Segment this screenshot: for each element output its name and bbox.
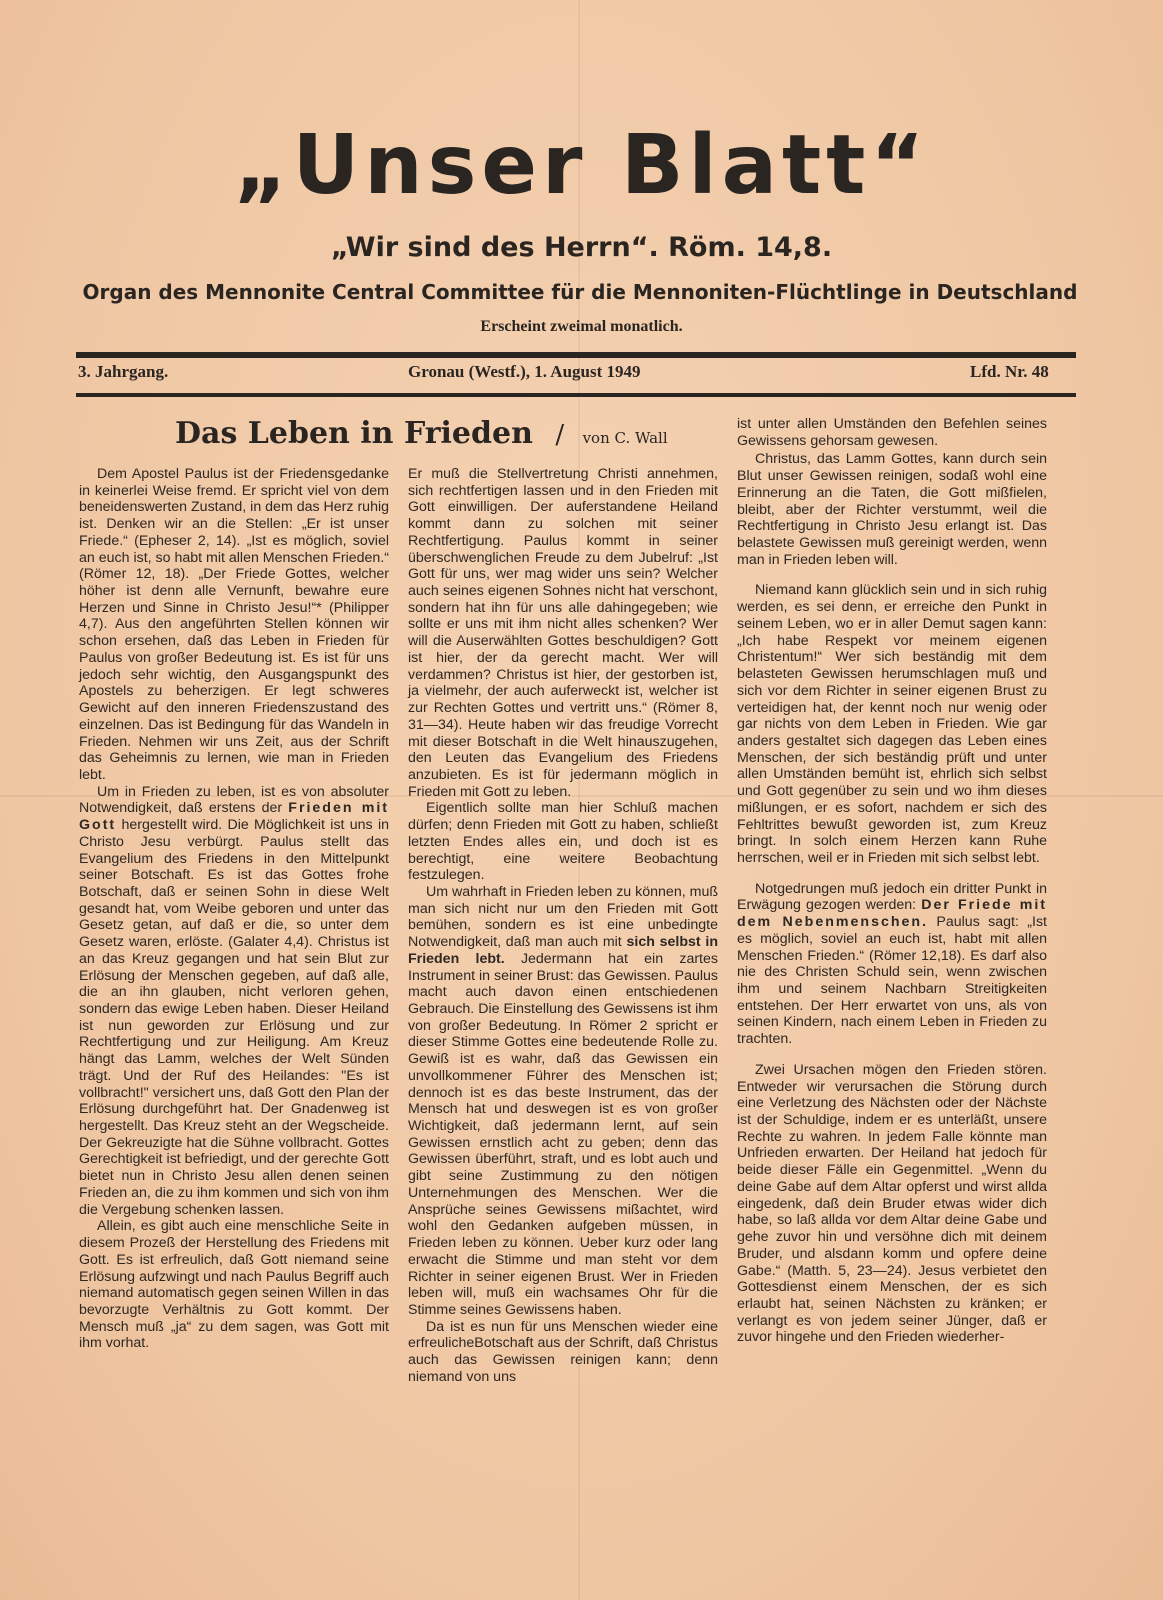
text-run: Um wahrhaft in Frieden leben zu können, muß man sich nicht nur um den Frieden mit Gott bemühen, sondern es ist eine unbedingte Notwendigkeit, daß man auch mit: [408, 883, 718, 951]
text-run: Jedermann hat ein zartes Instrument in seiner Brust: das Gewissen. Paulus macht auch davon einen entschiedenen Gebrauch. Die Einstellung des Gewissens ist ihm von großer Bedeutung. In Römer 2 spricht er dieser Stimme Gottes eine bedeutende Rolle zu. Gewiß ist es wahr, daß das Gewissen ein unvollkommener Führer des Menschen ist; dennoch ist es das beste Instrument, das der Mensch hat und deswegen ist es von großer Wichtigkeit, daß jedermann lernt, auf sein Gewissen ernstlich acht zu geben; denn das Gewissen überführt, straft, und es lobt auch und gibt seine Zustimmung zu den nötigen Unternehmungen des Menschen. Wer die Ansprüche seines Gewissens mißachtet, wird wohl den Gedanken aufgeben müssen, in Frieden leben zu können. Ueber kurz oder lang erwacht die Stimme und man steht vor dem Richter in seiner eigenen Brust. Wer in Frieden leben will, muß ein wachsames Ohr für die Stimme seines Gewissens haben.: [408, 950, 718, 1318]
article-heading: [175, 416, 668, 451]
text-run: hergestellt wird. Die Möglichkeit ist uns in Christo Jesu verbürgt. Paulus stellt das Evangelium des Friedens in den Mittelpunkt seiner Botschaft. Es ist das Gottes frohe Botschaft, daß er seinen Sohn in diese Welt gesandt hat, vom Weibe geboren und unter das Gesetz getan, auf daß er die, so unter dem Gesetz waren, erlöste. (Galater 4,4). Christus ist an das Kreuz gegangen und hat sein Blut zur Erlösung der Menschen gegeben, auf daß alle, die an ihn glauben, nicht verloren gehen, sondern das ewige Leben haben. Dieser Heiland ist nun geworden zur Erlösung und zur Rechtfertigung und zur Heiligung. Am Kreuz hängt das Lamm, welches der Welt Sünden trägt. Und der Ruf des Heilandes: "Es ist vollbracht!" versichert uns, daß Gott den Plan der Erlösung durchgeführt hat. Der Gnadenweg ist hergestellt. Das Kreuz steht an der Wegscheide. Der Gekreuzigte hat die Sühne vollbracht. Gottes Gerechtigkeit ist befriedigt, und der gerechte Gott bietet nun in Christo Jesu allen denen seinen Frieden an, die zu ihm kommen und sich von ihm die Vergebung schenken lassen.: [79, 817, 389, 1218]
text-run: Paulus sagt: „Ist es möglich, soviel an euch ist, habt mit allen Menschen Frieden.“ (Römer 12,18). Es darf also nie des Christen Schuld sein, wenn zwischen ihm und seinem Nachbarn Streitigkeiten entstehen. Der Herr erwartet von uns, als von seinen Kindern, nach einem Leben in Frieden zu trachten.: [737, 914, 1047, 1048]
masthead-frequency: Erscheint zweimal monatlich.: [480, 318, 683, 335]
paragraph: [408, 884, 718, 1319]
paragraph: Dem Apostel Paulus ist der Friedensgedanke in keinerlei Weise fremd. Er spricht viel von dem beneidenswerten Zustand, in dem das Herz ruhig ist. Denken wir an die Stellen: „Er ist unser Friede.“ (Epheser 2, 14). „Ist es möglich, soviel an euch ist, so habt mit allen Menschen Frieden.“ (Römer 12, 18). „Der Friede Gottes, welcher höher ist denn alle Vernunft, bewahre eure Herzen und Sinne in Christo Jesu!“* (Philipper 4,7). Aus den angeführten Stellen können wir schon ersehen, daß das Leben in Frieden für Paulus von großer Bedeutung ist. Es ist für uns jedoch sehr wichtig, den Ausgangspunkt des Apostels zu beherzigen. Er legt schweres Gewicht auf den inneren Friedenszustand des einzelnen. Das ist Bedingung für das Wandeln in Frieden. Nehmen wir uns Zeit, aus der Schrift das Geheimnis zu lernen, wie man in Frieden lebt.: [79, 466, 389, 783]
paragraph: Da ist es nun für uns Menschen wieder eine erfreulicheBotschaft aus der Schrift, daß Christus auch das Gewissen reinigen kann; denn niemand von uns: [408, 1318, 718, 1385]
article-title: Das Leben in Frieden: [175, 416, 533, 451]
paragraph: Er muß die Stellvertretung Christi annehmen, sich rechtfertigen lassen und in den Frieden mit Gott einwilligen. Der auferstandene Heiland kommt dann zu solchen mit seiner Rechtfertigung. Paulus kommt in seiner überschwenglichen Freude zu dem Jubelruf: „Ist Gott für uns, wer mag wider uns sein? Welcher auch seines eigenen Sohnes nicht hat verschont, sondern hat ihn für uns alle dahingegeben; wie sollte er uns mit ihm nicht alles schenken? Wer will die Auserwählten Gottes beschuldigen? Gott ist hier, der da gerecht macht. Wer will verdammen? Christus ist hier, der gestorben ist, ja vielmehr, der auch auferweckt ist, welcher ist zur Rechten Gottes und vertritt uns.“ (Römer 8, 31—34). Heute haben wir das freudige Vorrecht mit dieser Botschaft in die Welt hinauszugehen, den Leuten das Evangelium des Friedens anzubieten. Es ist für jedermann möglich in Frieden mit Gott zu leben.: [408, 466, 718, 800]
paragraph: [737, 881, 1047, 1048]
text-run: Um in Frieden zu leben, ist es von absoluter Notwendigkeit, daß erstens der: [79, 783, 389, 817]
emphasis-peace-with-self: sich selbst in Frieden lebt.: [408, 934, 718, 967]
place-date: Gronau (Westf.), 1. August 1949: [408, 362, 641, 381]
rule-bottom: [76, 393, 1076, 397]
text-run: Notgedrungen muß jedoch ein dritter Punkt in Erwägung gezogen werden:: [737, 880, 1047, 914]
byline-slash: /: [555, 420, 565, 450]
paragraph: Allein, es gibt auch eine menschliche Seite in diesem Prozeß der Herstellung des Friedens mit Gott. Es ist erfreulich, daß Gott niemand seine Erlösung aufzwingt und nach Paulus Begriff auch niemand automatisch gegen seinen Willen in das bevorzugte Verhältnis zu Gott kommt. Der Mensch muß „ja“ zu dem sagen, was Gott mit ihm vorhat.: [79, 1218, 389, 1352]
paragraph: Zwei Ursachen mögen den Frieden stören. Entweder wir verursachen die Störung durch eine Verletzung des Nächsten oder der Nächste ist der Schuldige, indem er es unterläßt, unsere Rechte zu wahren. In jedem Falle könnte man Unfrieden erwarten. Der Heiland hat jedoch für beide dieser Fälle ein Gegenmittel. „Wenn du deine Gabe auf dem Altar opferst und wirst allda eingedenk, daß dein Bruder etwas wider dich habe, so laß allda vor dem Altar deine Gabe und gehe zuvor hin und versöhne dich mit deinem Bruder, und alsdann komm und opfere deine Gabe.“ (Matth. 5, 23—24). Jesus verbietet den Gottesdienst einem Menschen, der es sich erlaubt hat, seinen Nächsten zu kränken; er verlangt es von jedem seiner Jünger, daß er zuvor hingehe und den Frieden wiederher-: [737, 1061, 1047, 1346]
paragraph: [79, 784, 389, 1219]
masthead-organ: Organ des Mennonite Central Committee für die Mennoniten-Flüchtlinge in Deutschland: [82, 280, 1078, 304]
paragraph: ist unter allen Umständen den Befehlen seines Gewissens gehorsam gewesen.: [737, 416, 1047, 449]
paragraph: Niemand kann glücklich sein und in sich ruhig werden, es sei denn, er erreiche den Punkt in seinem Leben, wo er in aller Demut sagen kann: „Ich habe Respekt vor meinem eigenen Christentum!“ Wer sich beständig mit dem belasteten Gewissen herumschlagen muß und sich vor dem Richter in seiner eigenen Brust zu verteidigen hat, der kennt noch nur wenig oder gar nichts von dem Leben in Frieden. Wie gar anders gestaltet sich dagegen das Leben eines Menschen, der sich beständig prüft und unter allen Umständen bemüht ist, ehrlich sich selbst und Gott gegenüber zu sein und wo ihm dieses mißlungen, er es sofort, nachdem er sich des Fehltrittes bewußt geworden ist, zum Kreuz bringt. In solch einem Herzen kann Ruhe herrschen, weil er in Frieden mit sich selbst lebt.: [737, 582, 1047, 866]
rule-top: [76, 352, 1076, 358]
article-byline: von C. Wall: [582, 429, 668, 447]
masthead-title: „Unser Blatt“: [233, 118, 930, 213]
paragraph: Eigentlich sollte man hier Schluß machen dürfen; denn Frieden mit Gott zu haben, schließt letzten Endes alles ein, und doch ist es berechtigt, eine weitere Beobachtung festzulegen.: [408, 800, 718, 884]
emphasis-peace-with-neighbor: Der Friede mit dem Nebenmenschen.: [737, 897, 1047, 931]
paragraph: Christus, das Lamm Gottes, kann durch sein Blut unser Gewissen reinigen, sodaß wohl eine Erinnerung an die Taten, die Gott mißfielen, bleibt, aber der Richter verstummt, weil die Rechtfertigung in Christo Jesu erlangt ist. Das belastete Gewissen muß gereinigt werden, wenn man in Frieden leben will.: [737, 451, 1047, 568]
column-1: [79, 466, 389, 1352]
masthead-motto: „Wir sind des Herrn“. Röm. 14,8.: [330, 232, 833, 263]
column-2: [408, 466, 718, 1386]
issue-number: Lfd. Nr. 48: [970, 362, 1049, 381]
column-3: [737, 416, 1047, 1346]
emphasis-peace-with-god: Frieden mit Gott: [79, 800, 389, 834]
volume-label: 3. Jahrgang.: [78, 362, 169, 381]
